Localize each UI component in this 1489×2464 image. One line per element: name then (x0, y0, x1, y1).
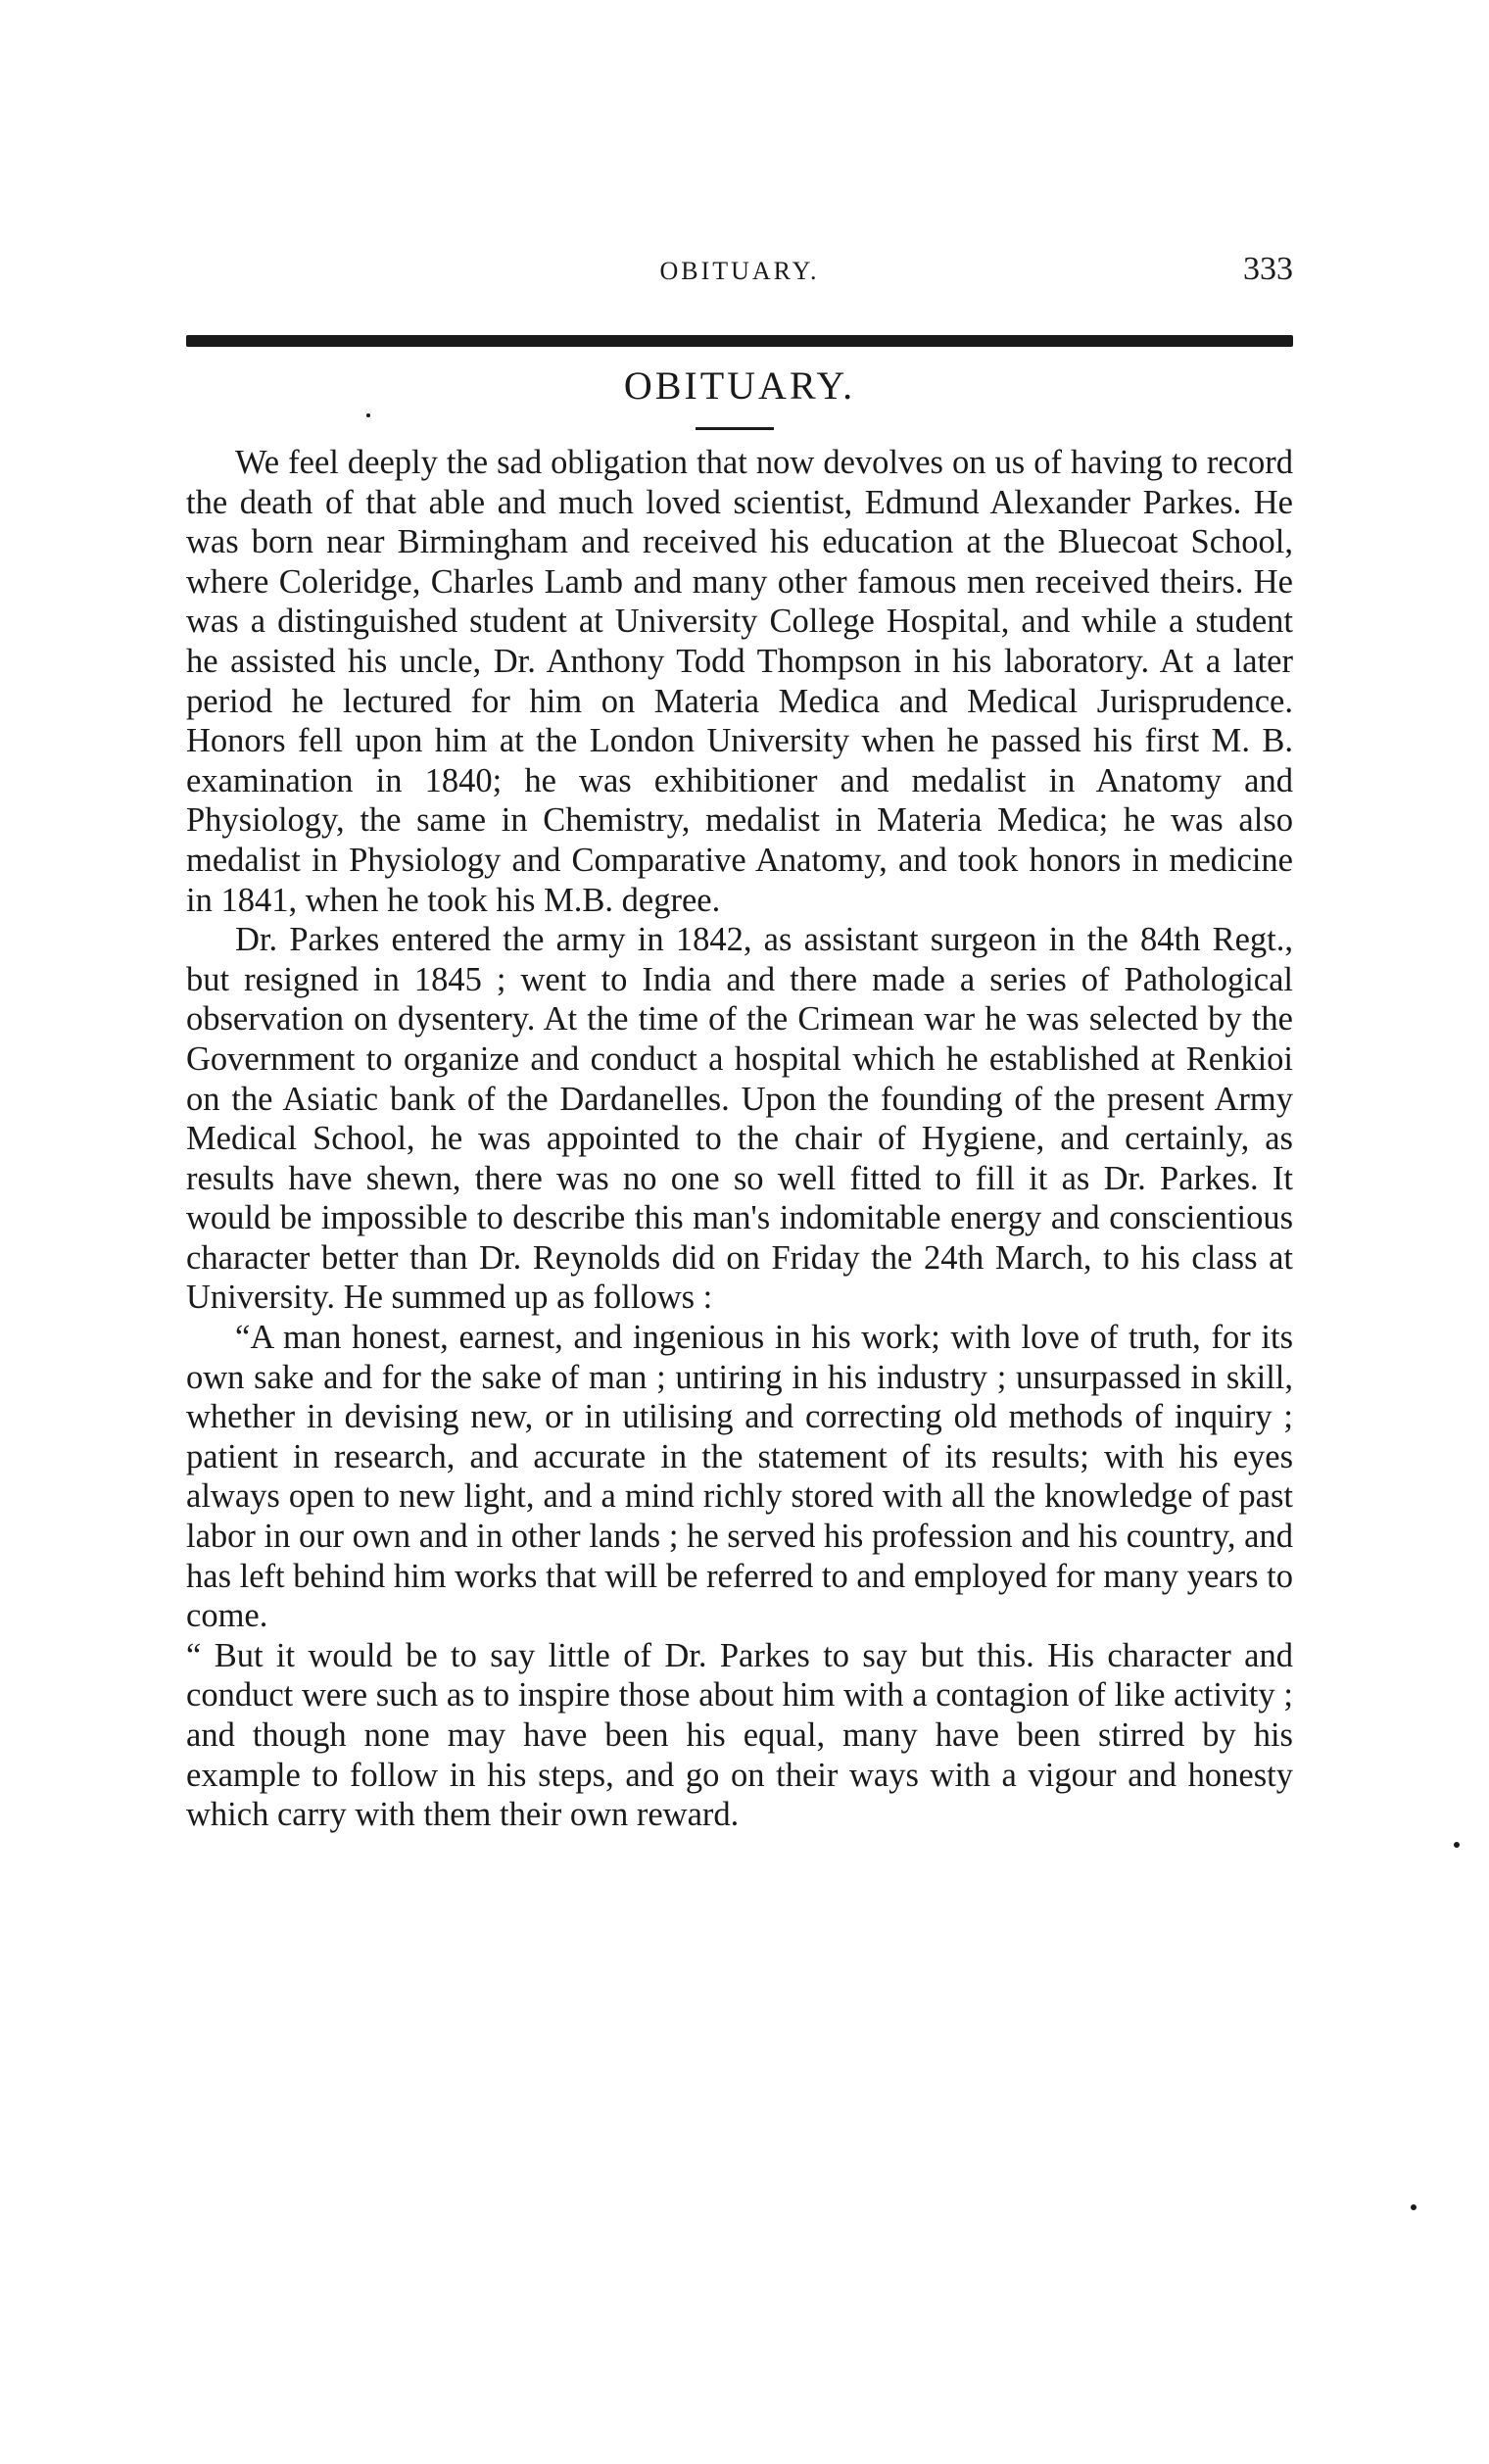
paragraph: We feel deeply the sad obligation that now devolves on us of having to record the death of that able and much loved scientist, Edmund Alexander Parkes. He was born near Birmingham and received his education at the Bluecoat School, where Coleridge, Charles Lamb and many other famous men received theirs. He was a distinguished student at University College Hospital, and while a student he assisted his uncle, Dr. Anthony Todd Thompson in his laboratory. At a later period he lectured for him on Materia Medica and Medical Jurisprudence. Honors fell upon him at the London University when he passed his first M. B. examination in 1840; he was exhibitioner and medalist in Anatomy and Physiology, the same in Chemistry, medalist in Materia Medica; he was also medalist in Physiology and Comparative Anatomy, and took honors in medicine in 1841, when he took his M.B. degree. (186, 444, 1293, 919)
page-number: 333 (1243, 251, 1293, 287)
header-rule (186, 335, 1293, 347)
print-speck (366, 413, 370, 417)
article-body (186, 443, 1293, 1835)
running-title: OBITUARY. (659, 257, 820, 285)
article-title: OBITUARY. (623, 363, 856, 408)
print-speck (1454, 1842, 1460, 1848)
title-rule (696, 427, 774, 430)
paragraph: “A man honest, earnest, and ingenious in his work; with love of truth, for its own sake and for the sake of man ; untiring in his industry ; unsurpassed in skill, whether in devising new, or in utilising and correcting old methods of inquiry ; patient in research, and accurate in the statement of its results; with his eyes always open to new light, and a mind richly stored with all the knowledge of past labor in our own and in other lands ; he served his profession and his country, and has left behind him works that will be referred to and employed for many years to come. (186, 1319, 1293, 1635)
paragraph: Dr. Parkes entered the army in 1842, as assistant surgeon in the 84th Regt., but resigned in 1845 ; went to India and there made a series of Pathological observation on dysentery. At the time of the Crimean war he was selected by the Government to organize and conduct a hospital which he established at Renkioi on the Asiatic bank of the Dardanelles. Upon the founding of the present Army Medical School, he was appointed to the chair of Hygiene, and certainly, as results have shewn, there was no one so well fitted to fill it as Dr. Parkes. It would be impossible to describe this man's indomitable energy and conscientious character better than Dr. Reynolds did on Friday the 24th March, to his class at University. He summed up as follows : (186, 921, 1293, 1317)
running-head (186, 251, 1293, 296)
print-speck (1411, 2204, 1417, 2210)
paragraph: “ But it would be to say little of Dr. Parkes to say but this. His character and conduct were such as to inspire those about him with a contagion of like activity ; and though none may have been his equal, many have been stirred by his example to follow in his steps, and go on their ways with a vigour and honesty which carry with them their own reward. (186, 1636, 1293, 1834)
